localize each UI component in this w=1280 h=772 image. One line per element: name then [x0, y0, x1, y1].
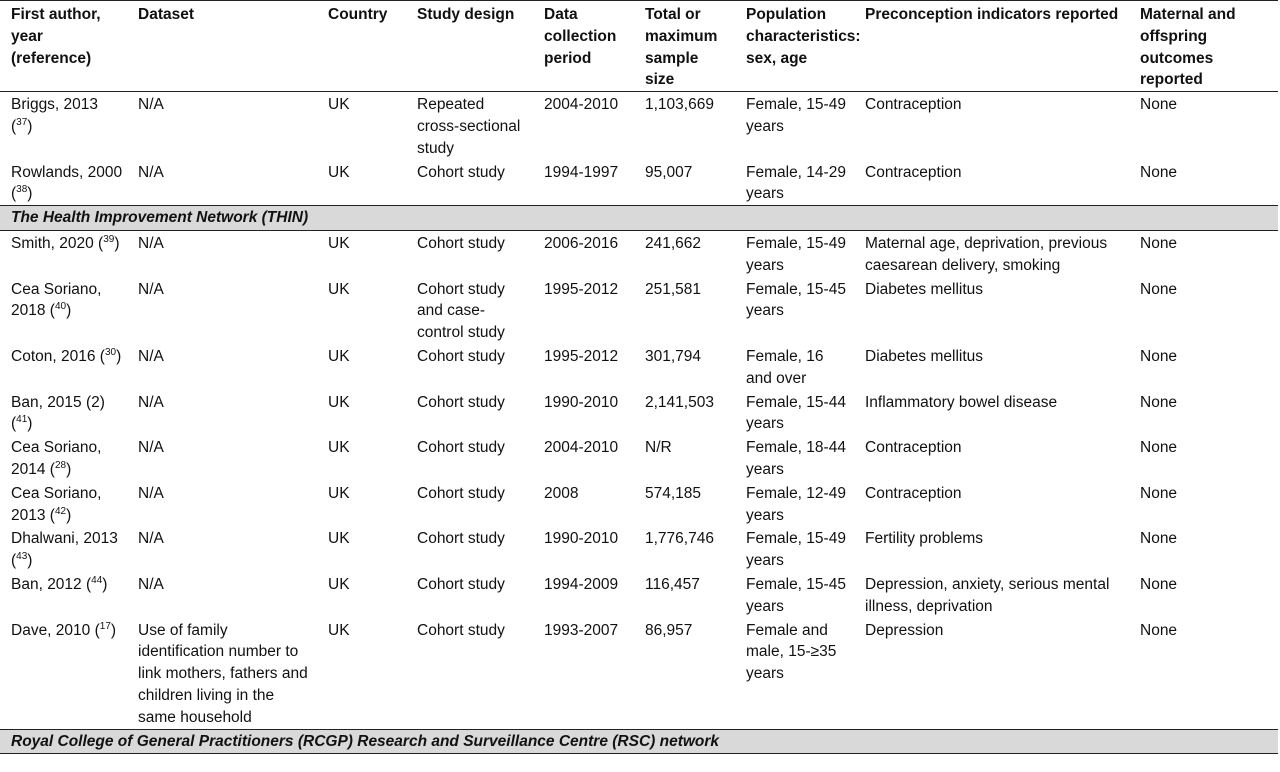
- cell-population: Female, 15-45 years: [746, 280, 846, 320]
- cell-dataset: N/A: [138, 393, 164, 411]
- header-row: [0, 1, 1278, 92]
- reference-citation: ($^{28}$): [49, 459, 72, 478]
- cell-outcomes: None: [1140, 575, 1178, 593]
- table-row: [0, 618, 1278, 729]
- cell-dataset: N/A: [138, 439, 164, 457]
- reference-number: 37: [16, 116, 28, 128]
- author-year: Dave, 2010: [11, 621, 91, 639]
- cell-indicators: Depression: [865, 621, 944, 639]
- cell-period: 1995-2012: [544, 280, 619, 298]
- cell-country: UK: [328, 280, 350, 298]
- col-header-dataset: Dataset: [127, 1, 317, 92]
- reference-number: 38: [16, 184, 28, 196]
- cell-indicators: Contraception: [865, 484, 962, 502]
- reference-citation: ($^{30}$): [99, 346, 122, 365]
- cell-dataset: N/A: [138, 234, 164, 252]
- cell-outcomes: None: [1140, 393, 1178, 411]
- cell-period: 1994-1997: [544, 163, 619, 181]
- cell-dataset: N/A: [138, 575, 164, 593]
- author-year: Cea Soriano, 2014: [11, 439, 102, 478]
- cell-author: [0, 481, 127, 527]
- cell-design: Cohort study: [417, 621, 505, 639]
- reference-citation: ($^{17}$): [94, 620, 117, 639]
- col-header-outcomes: Maternal and offspring outcomes reported: [1129, 1, 1278, 92]
- cell-design: Cohort study and case-control study: [417, 280, 505, 342]
- cell-period: 1995-2012: [544, 347, 619, 365]
- reference-citation: ($^{44}$): [86, 574, 108, 593]
- cell-period: 2008: [544, 484, 579, 502]
- cell-period: 1994-2009: [544, 575, 619, 593]
- cell-country: UK: [328, 393, 350, 411]
- col-header-country: Country: [317, 1, 406, 92]
- reference-citation: ($^{43}$): [11, 550, 33, 570]
- cell-outcomes: None: [1140, 439, 1178, 457]
- reference-number: 39: [103, 233, 115, 245]
- reference-number: 43: [16, 550, 28, 562]
- author-year: Dhalwani, 2013: [11, 530, 118, 548]
- reference-citation: ($^{42}$): [49, 505, 72, 524]
- cell-period: 2004-2010: [544, 96, 619, 114]
- cell-dataset: N/A: [138, 347, 164, 365]
- table-row: [0, 92, 1278, 160]
- cell-outcomes: None: [1140, 484, 1178, 502]
- cell-author: [0, 344, 127, 390]
- cell-design: Cohort study: [417, 439, 505, 457]
- col-header-indicators: Preconception indicators reported: [854, 1, 1129, 92]
- cell-country: UK: [328, 484, 350, 502]
- cell-design: Cohort study: [417, 347, 505, 365]
- cell-country: UK: [328, 439, 350, 457]
- cell-country: UK: [328, 530, 350, 548]
- cell-author: [0, 277, 127, 344]
- cell-outcomes: None: [1140, 96, 1178, 114]
- cell-author: [0, 390, 127, 436]
- reference-citation: ($^{38}$): [11, 184, 33, 203]
- cell-indicators: Diabetes mellitus: [865, 280, 984, 298]
- cell-author: [0, 572, 127, 618]
- reference-number: 30: [104, 346, 117, 358]
- cell-dataset: N/A: [138, 280, 164, 298]
- cell-design: Cohort study: [417, 484, 505, 502]
- cell-population: Female, 15-49 years: [746, 530, 846, 570]
- col-header-sample: Total or maximum sample size: [634, 1, 735, 92]
- cell-country: UK: [328, 234, 350, 252]
- cell-sample-size: 301,794: [645, 347, 702, 365]
- cell-outcomes: None: [1140, 621, 1178, 639]
- table-row: [0, 160, 1278, 206]
- cell-indicators: Inflammatory bowel disease: [865, 393, 1058, 411]
- cell-dataset: N/A: [138, 96, 164, 114]
- cell-period: 1990-2010: [544, 393, 619, 411]
- reference-number: 42: [54, 505, 67, 517]
- cell-author: [0, 618, 127, 729]
- cell-indicators: Fertility problems: [865, 530, 983, 548]
- cell-population: Female, 16 and over: [746, 347, 824, 387]
- reference-number: 41: [16, 414, 28, 426]
- cell-outcomes: None: [1140, 530, 1178, 548]
- cell-indicators: Diabetes mellitus: [865, 347, 984, 365]
- table-row: [0, 344, 1278, 390]
- reference-number: 40: [54, 301, 67, 313]
- section-label: Royal College of General Practitioners (RCGP) Research and Surveillance Centre (RSC) network: [0, 729, 1278, 754]
- col-header-author: First author, year (reference): [0, 1, 127, 92]
- cell-author: [0, 230, 127, 276]
- cell-sample-size: 95,007: [645, 163, 693, 181]
- cell-outcomes: None: [1140, 347, 1178, 365]
- cell-country: UK: [328, 575, 350, 593]
- cell-indicators: Contraception: [865, 439, 962, 457]
- table-row: [0, 390, 1278, 436]
- cell-sample-size: 251,581: [645, 280, 702, 298]
- cell-design: Cohort study: [417, 234, 505, 252]
- section-row: [0, 206, 1278, 231]
- cell-design: Repeated cross-sectional study: [417, 96, 521, 157]
- cell-design: Cohort study: [417, 575, 505, 593]
- cell-outcomes: None: [1140, 163, 1178, 181]
- cell-sample-size: 574,185: [645, 484, 702, 502]
- reference-citation: ($^{39}$): [98, 233, 120, 252]
- col-header-design: Study design: [406, 1, 533, 92]
- author-year: Rowlands, 2000: [11, 163, 123, 181]
- author-year: Coton, 2016: [11, 347, 96, 365]
- table-row: [0, 481, 1278, 527]
- cell-sample-size: 116,457: [645, 575, 700, 593]
- reference-citation: ($^{37}$): [11, 116, 33, 135]
- reference-number: 28: [54, 459, 67, 471]
- cell-population: Female, 15-49 years: [746, 234, 846, 274]
- cell-population: Female, 14-29 years: [746, 163, 846, 203]
- col-header-period: Data collection period: [533, 1, 634, 92]
- cell-indicators: Contraception: [865, 163, 962, 181]
- cell-dataset: N/A: [138, 530, 164, 548]
- cell-population: Female, 15-49 years: [746, 96, 846, 135]
- col-header-population: Population characteristics: sex, age: [735, 1, 854, 92]
- table-row: [0, 526, 1278, 572]
- cell-indicators: Maternal age, deprivation, previous caesarean delivery, smoking: [865, 234, 1108, 274]
- cell-period: 2006-2016: [544, 234, 619, 252]
- author-year: Briggs, 2013: [11, 96, 99, 114]
- cell-author: [0, 92, 127, 160]
- reference-citation: ($^{40}$): [49, 301, 72, 320]
- cell-sample-size: 86,957: [645, 621, 693, 639]
- table-row: [0, 230, 1278, 276]
- cell-period: 1993-2007: [544, 621, 619, 639]
- cell-population: Female, 18-44 years: [746, 439, 846, 478]
- author-year: Cea Soriano, 2018: [11, 280, 102, 320]
- cell-country: UK: [328, 621, 350, 639]
- cell-population: Female, 15-45 years: [746, 575, 846, 615]
- cell-country: UK: [328, 347, 350, 365]
- cell-outcomes: None: [1140, 280, 1178, 298]
- cell-sample-size: 241,662: [645, 234, 702, 252]
- cell-country: UK: [328, 163, 350, 181]
- cell-author: [0, 526, 127, 572]
- author-year: Ban, 2015 (2): [11, 393, 105, 411]
- author-year: Smith, 2020: [11, 234, 94, 252]
- cell-dataset: N/A: [138, 163, 164, 181]
- cell-author: [0, 435, 127, 481]
- cell-population: Female and male, 15-≥35 years: [746, 621, 837, 683]
- cell-sample-size: 1,776,746: [645, 530, 714, 548]
- cell-author: [0, 160, 127, 206]
- author-year: Cea Soriano, 2013: [11, 484, 102, 524]
- cell-sample-size: N/R: [645, 439, 672, 457]
- cell-sample-size: 1,103,669: [645, 96, 714, 114]
- cell-period: 1990-2010: [544, 530, 619, 548]
- reference-citation: ($^{41}$): [11, 414, 33, 433]
- section-row: [0, 729, 1278, 754]
- cell-indicators: Contraception: [865, 96, 962, 114]
- cell-design: Cohort study: [417, 530, 505, 548]
- cell-indicators: Depression, anxiety, serious mental illness, deprivation: [865, 575, 1110, 615]
- section-label: The Health Improvement Network (THIN): [0, 206, 1278, 231]
- cell-population: Female, 15-44 years: [746, 393, 846, 433]
- cell-population: Female, 12-49 years: [746, 484, 846, 524]
- table-row: [0, 435, 1278, 481]
- cell-design: Cohort study: [417, 393, 505, 411]
- author-year: Ban, 2012: [11, 575, 82, 593]
- cell-country: UK: [328, 96, 350, 114]
- table-row: [0, 572, 1278, 618]
- cell-period: 2004-2010: [544, 439, 619, 457]
- cell-sample-size: 2,141,503: [645, 393, 714, 411]
- cell-dataset: Use of family identification number to link mothers, fathers and children living in the same household: [138, 621, 308, 726]
- table-row: [0, 277, 1278, 344]
- reference-number: 44: [91, 574, 103, 586]
- cell-dataset: N/A: [138, 484, 164, 502]
- cell-design: Cohort study: [417, 163, 505, 181]
- reference-number: 17: [99, 620, 111, 632]
- cell-outcomes: None: [1140, 234, 1178, 252]
